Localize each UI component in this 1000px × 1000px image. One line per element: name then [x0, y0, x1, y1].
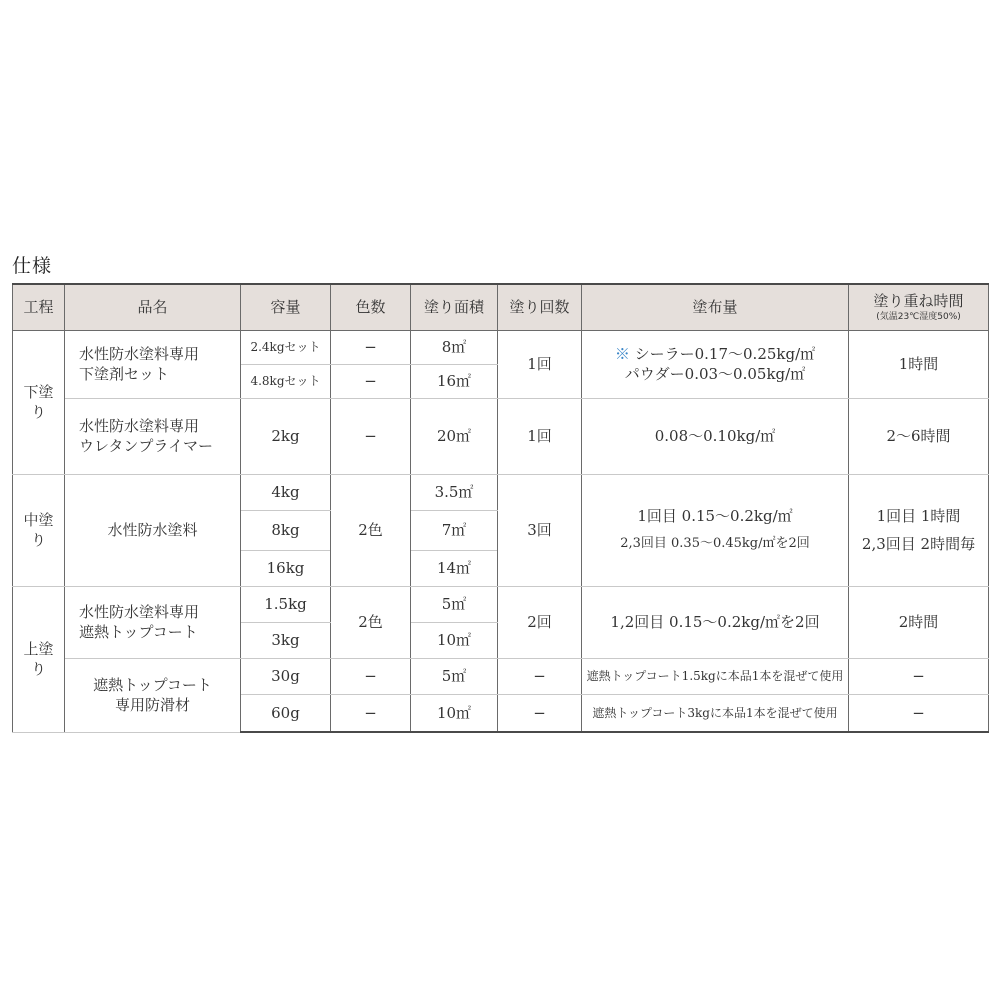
area-cell: 10㎡ [411, 622, 498, 658]
product-name-line: 水性防水塗料専用 [79, 345, 200, 363]
coverage-cell: 1,2回目 0.15〜0.2kg/㎡を2回 [582, 586, 849, 658]
table-row [13, 330, 989, 364]
process-middle: 中塗り [13, 474, 65, 586]
coats-cell: 1回 [498, 398, 582, 474]
coats-cell: 1回 [498, 330, 582, 398]
area-cell: 20㎡ [411, 398, 498, 474]
coverage-cell: 遮熱トップコート3kgに本品1本を混ぜて使用 [582, 694, 849, 732]
coats-cell: 3回 [498, 474, 582, 586]
product-urethane-primer [65, 398, 241, 474]
table-row [13, 586, 989, 622]
coats-cell: − [498, 658, 582, 694]
area-cell: 16㎡ [411, 364, 498, 398]
product-heat-shield-topcoat [65, 586, 241, 658]
coverage-cell: 遮熱トップコート1.5kgに本品1本を混ぜて使用 [582, 658, 849, 694]
recoat-cell: 1時間 [849, 330, 989, 398]
header-recoat [849, 284, 989, 330]
colors-cell: 2色 [331, 474, 411, 586]
area-cell: 7㎡ [411, 510, 498, 550]
colors-cell: − [331, 658, 411, 694]
product-name-line: 水性防水塗料専用 [79, 417, 200, 435]
header-area: 塗り面積 [411, 284, 498, 330]
coverage-cell [582, 330, 849, 398]
capacity-cell: 8kg [241, 510, 331, 550]
product-sealer-set [65, 330, 241, 398]
area-cell: 5㎡ [411, 586, 498, 622]
note-mark: ※ [614, 345, 630, 363]
coverage-first: 1回目 0.15〜0.2kg/㎡ [637, 507, 793, 525]
coverage-cell [582, 474, 849, 586]
header-row [13, 284, 989, 330]
area-cell: 8㎡ [411, 330, 498, 364]
recoat-cell: − [849, 658, 989, 694]
spec-table [12, 283, 989, 733]
product-waterproof-paint: 水性防水塗料 [65, 474, 241, 586]
product-name-line: 専用防滑材 [114, 696, 190, 714]
area-cell: 14㎡ [411, 550, 498, 586]
coats-cell: 2回 [498, 586, 582, 658]
recoat-cell: 2〜6時間 [849, 398, 989, 474]
coverage-cell: 0.08〜0.10kg/㎡ [582, 398, 849, 474]
capacity-cell: 4kg [241, 474, 331, 510]
coverage-second: 2,3回目 0.35〜0.45kg/㎡を2回 [620, 536, 810, 551]
header-coverage: 塗布量 [582, 284, 849, 330]
product-name-line: 遮熱トップコート [93, 676, 212, 694]
capacity-cell: 3kg [241, 622, 331, 658]
header-coats: 塗り回数 [498, 284, 582, 330]
colors-cell: − [331, 694, 411, 732]
product-name-line: ウレタンプライマー [79, 437, 213, 455]
capacity-cell: 1.5kg [241, 586, 331, 622]
colors-cell: − [331, 330, 411, 364]
coats-cell: − [498, 694, 582, 732]
product-anti-slip [65, 658, 241, 732]
recoat-second: 2,3回目 2時間毎 [861, 535, 976, 553]
area-cell: 10㎡ [411, 694, 498, 732]
page-title: 仕様 [12, 255, 53, 277]
header-recoat-label: 塗り重ね時間 [873, 292, 964, 311]
product-name-line: 下塗剤セット [79, 365, 170, 383]
capacity-cell: 2.4kgセット [241, 330, 331, 364]
area-cell: 5㎡ [411, 658, 498, 694]
table-row [13, 658, 989, 694]
colors-cell: − [331, 398, 411, 474]
table-row [13, 474, 989, 510]
process-top: 上塗り [13, 586, 65, 732]
recoat-cell [849, 474, 989, 586]
product-name-line: 水性防水塗料専用 [79, 603, 200, 621]
colors-cell: − [331, 364, 411, 398]
capacity-cell: 16kg [241, 550, 331, 586]
coverage-line [586, 344, 844, 364]
capacity-cell: 2kg [241, 398, 331, 474]
area-cell: 3.5㎡ [411, 474, 498, 510]
recoat-cell: 2時間 [849, 586, 989, 658]
header-colors: 色数 [331, 284, 411, 330]
coverage-powder: パウダー0.03〜0.05kg/㎡ [624, 365, 806, 383]
coverage-sealer: シーラー0.17〜0.25kg/㎡ [629, 345, 816, 363]
header-process: 工程 [13, 284, 65, 330]
product-name-line: 遮熱トップコート [79, 623, 198, 641]
header-recoat-condition: (気温23℃湿度50%) [876, 312, 961, 323]
capacity-cell: 4.8kgセット [241, 364, 331, 398]
header-capacity: 容量 [241, 284, 331, 330]
table-row [13, 398, 989, 474]
recoat-cell: − [849, 694, 989, 732]
colors-cell: 2色 [331, 586, 411, 658]
recoat-first: 1回目 1時間 [876, 507, 961, 525]
capacity-cell: 30g [241, 658, 331, 694]
header-product: 品名 [65, 284, 241, 330]
process-base: 下塗り [13, 330, 65, 474]
capacity-cell: 60g [241, 694, 331, 732]
